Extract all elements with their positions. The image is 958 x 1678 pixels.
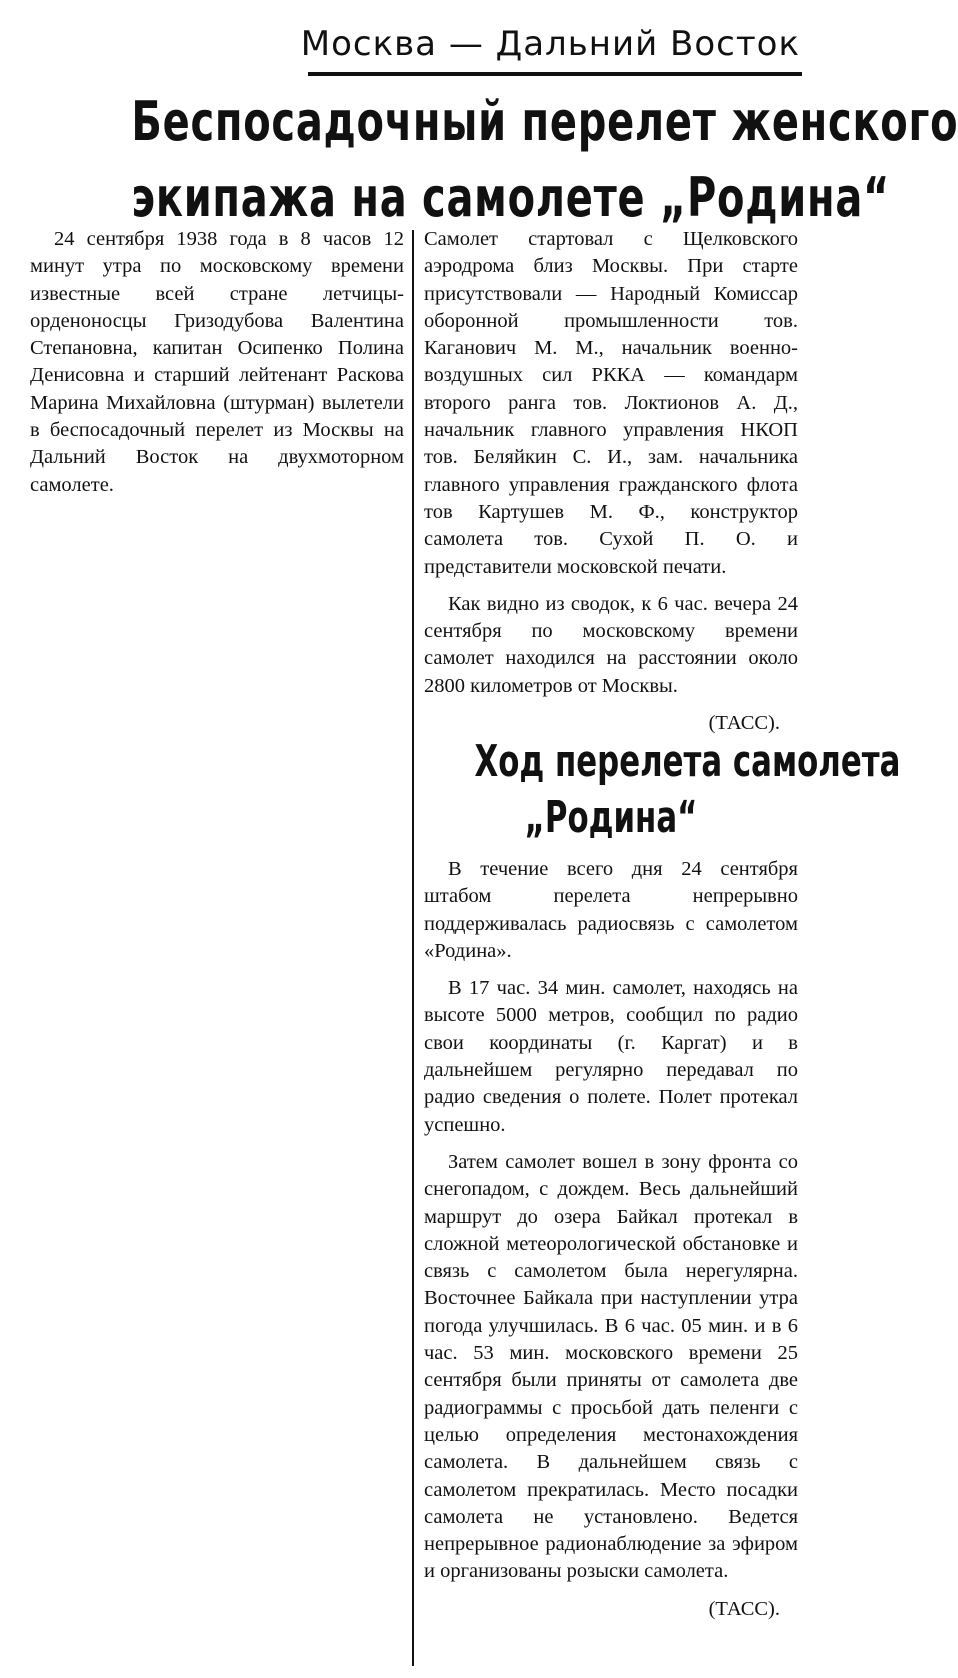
article-1-column-2 <box>424 226 798 737</box>
article-2-headline-line-1: Ход перелета самолета <box>474 736 901 787</box>
article-2-paragraph-2: В 17 час. 34 мин. самолет, находясь на высоте 5000 метров, сообщил по радио свои координаты (г. Каргат) и в дальнейшем регулярно передавал по радио сведения о полете. Полет протекал успешно. <box>424 977 798 1136</box>
article-2-body <box>424 856 798 1623</box>
article-2-paragraph-1: В течение всего дня 24 сентября штабом перелета непрерывно поддерживалась радиосвязь с самолетом «Родина». <box>424 858 798 962</box>
article-1-column-1 <box>30 226 404 509</box>
rubric-underline <box>308 72 802 76</box>
main-headline <box>131 84 958 236</box>
article-2-source: (ТАСС). <box>708 1597 780 1620</box>
section-rubric: Москва — Дальний Восток <box>300 24 800 64</box>
column-divider <box>412 230 414 1666</box>
main-headline-line-1: Беспосадочный перелет женского <box>131 90 958 153</box>
main-headline-line-2: экипажа на самолете „Родина“ <box>131 166 891 229</box>
article-1-paragraph-2-continued: Самолет стартовал с Щелковского аэродрома близ Москвы. При старте присутствовали — Народный Комиссар оборонной промышленности тов. Каганович М. М., начальник военно-воздушных сил РККА — командарм второго ранга тов. Локтионов А. Д., начальник главного управления НКОП тов. Беляйкин С. И., зам. начальника главного управления гражданского флота тов Картушев М. Ф., конструктор самолета тов. Сухой П. О. и представители московской печати. <box>424 228 798 578</box>
article-1-source: (ТАСС). <box>708 712 780 735</box>
article-2-headline <box>474 734 901 846</box>
article-2-headline-line-2: „Родина“ <box>524 792 698 843</box>
article-1-paragraph-1: 24 сентября 1938 года в 8 часов 12 минут утра по московскому времени известные всей стране летчицы-орденоносцы Гризодубова Валентина Степановна, капитан Осипенко Полина Денисовна и старший лейтенант Раскова Марина Михайловна (штурман) вылетели в беспосадочный перелет из Москвы на Дальний Восток на двухмоторном самолете. <box>30 228 404 496</box>
article-1-paragraph-3: Как видно из сводок, к 6 час. вечера 24 сентября по московскому времени самолет находился на расстоянии около 2800 километров от Москвы. <box>424 592 798 697</box>
article-2-paragraph-3: Затем самолет вошел в зону фронта со снегопадом, с дождем. Весь дальнейший маршрут до озера Байкал протекал в сложной метеорологической обстановке и связь с самолетом была нерегулярна. Восточнее Байкала при наступлении утра погода улучшилась. В 6 час. 05 мин. и в 6 час. 53 мин. московского времени 25 сентября были приняты от самолета две радиограммы с просьбой дать пеленги с целью определения местонахождения самолета. В дальнейшем связь с самолетом прекратилась. Место посадки самолета не установлено. Ведется непрерывное радионаблюдение за эфиром и организованы розыски самолета. <box>424 1150 798 1583</box>
